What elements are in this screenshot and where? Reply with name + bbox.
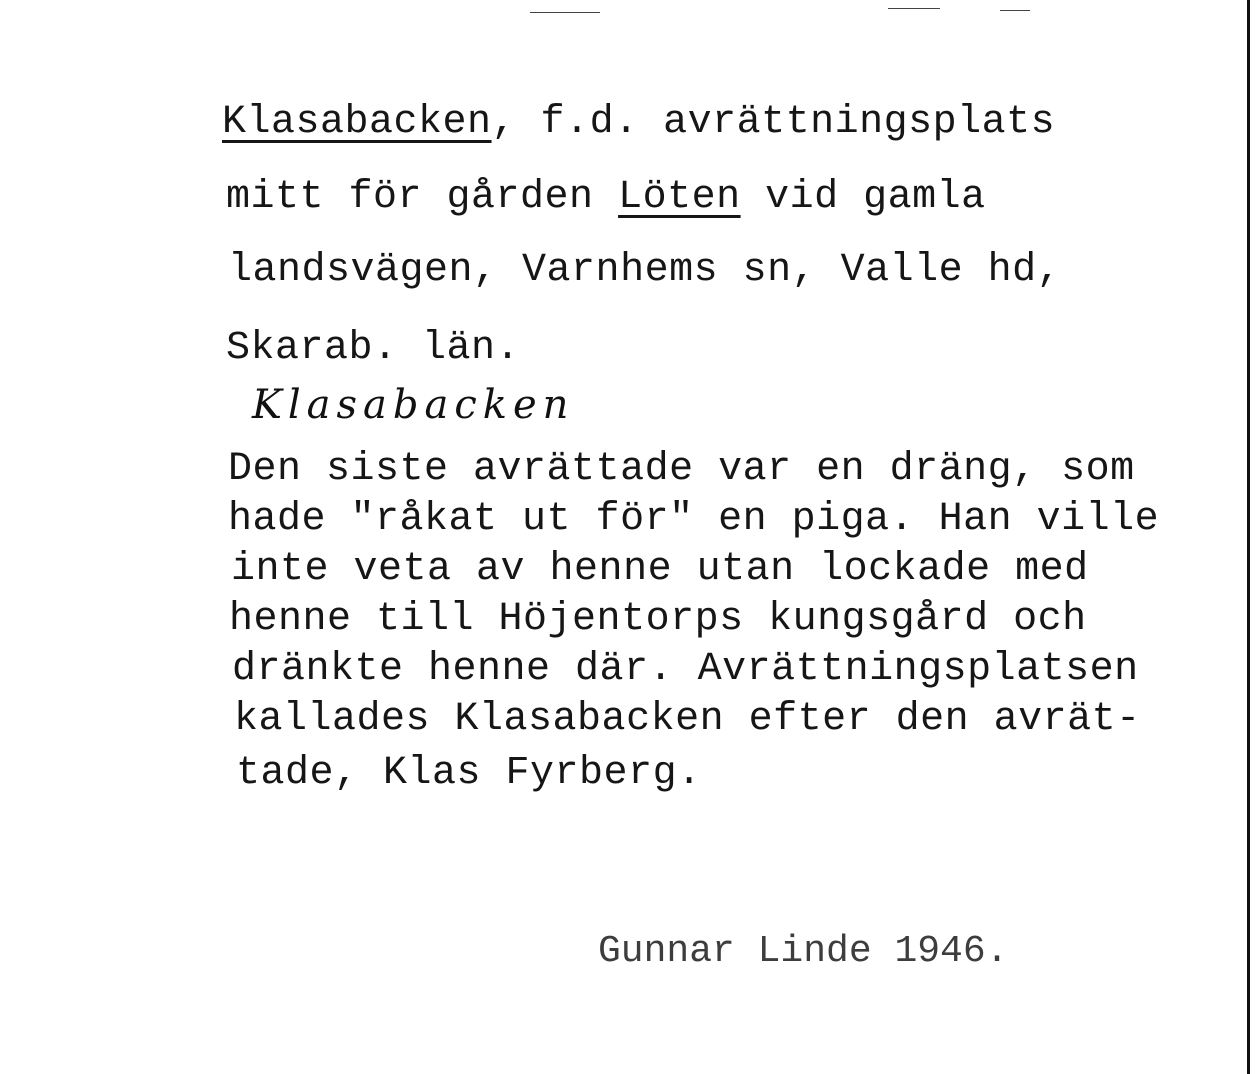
body-line: tade, Klas Fyrberg. bbox=[236, 751, 702, 796]
body-line: inte veta av henne utan lockade med bbox=[231, 547, 1089, 592]
body-line: hade "råkat ut för" en piga. Han ville bbox=[228, 497, 1160, 542]
card-edge bbox=[1247, 0, 1250, 1074]
signature: Gunnar Linde 1946. bbox=[598, 930, 1009, 973]
header-line-4: Skarab. län. bbox=[226, 326, 521, 371]
header-line-2-post: vid gamla bbox=[740, 175, 986, 220]
body-line: Den siste avrättade var en dräng, som bbox=[228, 447, 1135, 492]
body-line: kallades Klasabacken efter den avrät- bbox=[234, 697, 1141, 742]
body-line: henne till Höjentorps kungsgård och bbox=[229, 597, 1087, 642]
header-line-1 bbox=[222, 100, 1056, 145]
place-name: Klasabacken bbox=[222, 100, 492, 145]
header-line-2 bbox=[226, 175, 986, 220]
header-line-2-pre: mitt för gården bbox=[226, 175, 619, 220]
phonetic-note: Klasabacken bbox=[252, 382, 575, 428]
header-line-3: landsvägen, Varnhems sn, Valle hd, bbox=[228, 248, 1062, 293]
farm-name: Löten bbox=[618, 175, 741, 220]
header-line-1-rest: , f.d. avrättningsplats bbox=[491, 100, 1056, 145]
scan-speck bbox=[888, 8, 940, 9]
scan-speck bbox=[530, 12, 600, 13]
scan-speck bbox=[1000, 10, 1030, 11]
body-line: dränkte henne där. Avrättningsplatsen bbox=[232, 647, 1139, 692]
